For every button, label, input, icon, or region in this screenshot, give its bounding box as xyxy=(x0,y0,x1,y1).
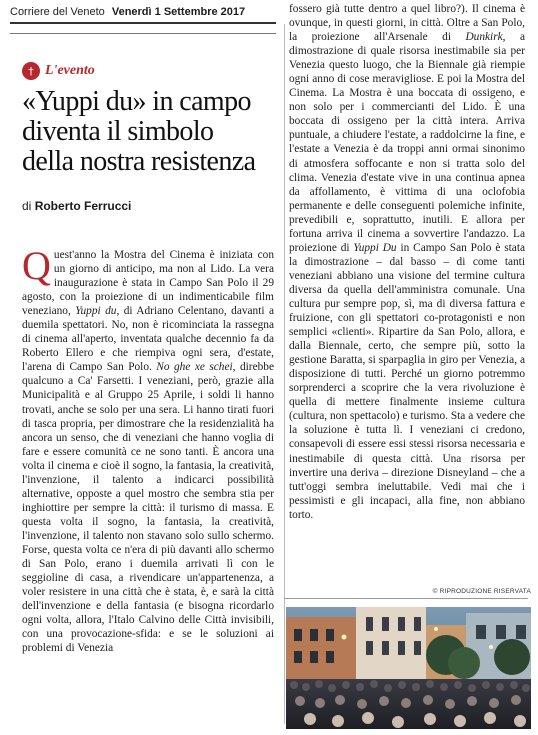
italic-title: Yuppi du xyxy=(75,305,117,318)
header-rule xyxy=(10,22,276,24)
paper-name: Corriere del Veneto xyxy=(10,6,105,18)
text-run: , direbbe qualcuno a Ca' Farsetti. I veneziani, però, grazie alla Municipalità e al Gruppo 25 Aprile, i soldi li hanno trovati, anche se solo per una sera. Li hanno tirati fuori di tasca propria, per dimostrare che la residenzialità ha ancora un senso, che di veneziani che hanno voglia di fare e essere comunità ce ne sono tanti. È ancora una volta il cinema e cioè il sogno, la fantasia, la creatività, l'invenzione, il talento a indicarci possibilità alternative, opposte a quel mostro che sembra stia per inghiottire per sempre la città: il turismo di massa. E questa volta il sogno, la fantasia, la creatività, l'invenzione, il talento non stavano solo sullo schermo. Forse, questa volta ce n'era di più davanti allo schermo di San Polo, erano i duemila arrivati lì con le seggioline di casa, a rivendicare un'appartenenza, a voler resistere in una città che è stata, è, e sarà la città dell'invenzione e della fantasia (e bisogna ricordarlo ogni volta, allora, l'Italo Calvino delle Città invisibili, con una provocazione-sfida: e se le soluzioni ai problemi di Venezia xyxy=(22,361,274,655)
italic-title: Yuppi Du xyxy=(353,241,397,254)
photo-rule xyxy=(284,598,528,599)
article-paragraph-2 xyxy=(289,2,525,522)
text-run: , di Adriano Celentano, davanti a duemila spettatori. No, non è ricominciata la rassegna di cinema all'aperto, inventata qualche decennio fa da Roberto Ellero e che riempiva ogni sera, d'estate, l'arena di Campo San Polo. xyxy=(22,305,274,374)
byline-prefix: di xyxy=(22,199,32,213)
italic-title: Dunkirk xyxy=(465,31,503,44)
text-run: uest'anno la Mostra del Cinema è iniziata con un giorno di anticipo, ma non al Lido. La vera inaugurazione è stata in Campo San Polo il 29 agosto, con la proiezione di un indimenticabile film veneziano, xyxy=(22,249,274,318)
article-body-2 xyxy=(289,3,525,521)
article-column-2 xyxy=(289,2,525,522)
headline xyxy=(22,87,282,177)
pin-icon: † xyxy=(22,62,40,80)
dropcap: Q xyxy=(22,243,51,288)
header-rule-thin xyxy=(10,33,276,34)
italic-title: No ghe xe schei xyxy=(156,361,233,374)
headline-line-3: della nostra resistenza xyxy=(22,146,256,177)
copyright-notice: © RIPRODUZIONE RISERVATA xyxy=(432,588,531,595)
text-run: fossero già tutte dentro a quel libro?). Il cinema è ovunque, in questi giorni, in città. Oltre a San Polo, la proiezione all'Arsenale di xyxy=(289,3,525,44)
text-run: in Campo San Polo è stata la dimostrazione – dal basso – di come tanti veneziani abbiano una visione del termine cultura diversa da quella dell'amministra comunale. Una cultura pur sempre pop, sì, ma di diversa fattura e fruizione, con gli spettatori co-protagonisti e non semplici «clienti». Ripartire da San Polo, allora, e dalla Biennale, certo, che sempre più, sotto la gestione Baratta, si sparpaglia in giro per Venezia, a disposizione di tutti. Perché un giorno potremmo sorprenderci a scoprire che la vera rivoluzione è quella di mettere finalmente insieme cultura (cultura, non spettacolo) e turismo. Sta a vedere che la soluzione è tutta lì. I veneziani ci credono, consapevoli di essere essi stessi risorsa necessaria e inestimabile di questa città. Una risorsa per invertire una deriva – direzione Disneyland – che a tutt'oggi sembra ineluttabile. Vedi mai che i pessimisti e gli incapaci, alla fine, non abbiano torto. xyxy=(289,241,525,521)
article-paragraph-1 xyxy=(22,243,274,655)
issue-date: Venerdì 1 Settembre 2017 xyxy=(111,6,246,18)
headline-line-1: «Yuppi du» in campo xyxy=(22,86,251,117)
article-body-1 xyxy=(22,243,274,655)
headline-line-2: diventa il simbolo xyxy=(22,116,214,147)
column-divider xyxy=(284,24,285,724)
masthead xyxy=(10,3,278,23)
event-photo xyxy=(286,607,531,729)
byline xyxy=(22,198,272,214)
kicker-label: L'evento xyxy=(45,63,95,78)
campo-san-polo-photo xyxy=(286,607,531,729)
byline-author: Roberto Ferrucci xyxy=(34,199,132,213)
section-kicker xyxy=(22,61,95,81)
text-run: , a dimostrazione di quale risorsa inestimabile sia per Venezia questo luogo, che la Biennale già riempie ogni anno di cose meravigliose. E poi la Mostra del Cinema. La Mostra è una boccata di ossigeno, e non solo per i commercianti del Lido. È una boccata di ossigeno per la città intera. Arriva puntuale, a chiudere l'estate, a raddolcirne la fine, e l'estate a Venezia è da troppi anni ormai sinonimo di atmosfera soffocante e non si tratta solo del clima. Venezia d'estate vive in una continua apnea da affollamento, è vittima di una oclofobia permanente e delle conseguenti polemiche infinite, prevedibili e, soprattutto, inutili. E allora per fortuna arriva il cinema a sovvertire l'andazzo. La proiezione di xyxy=(289,31,526,254)
article-column-1 xyxy=(22,243,274,655)
